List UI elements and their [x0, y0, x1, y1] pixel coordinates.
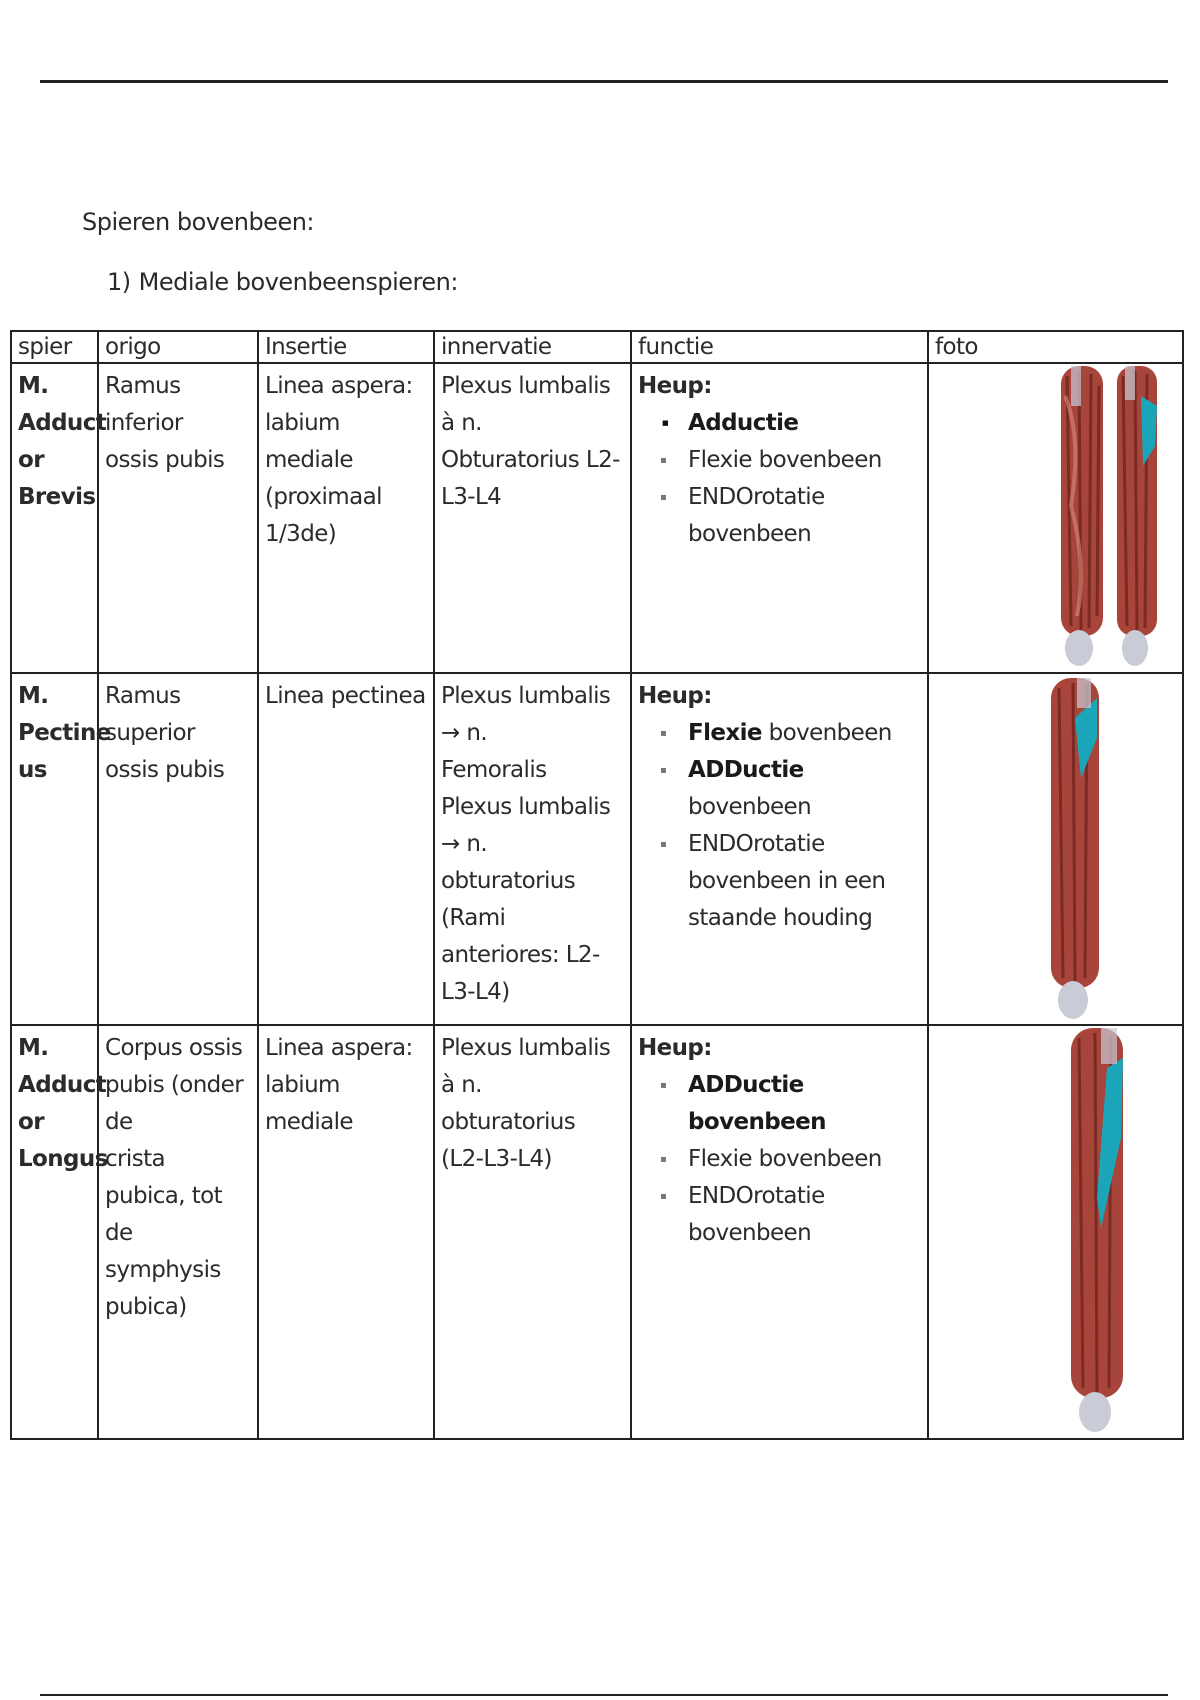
- col-header-foto: foto: [928, 331, 1183, 363]
- table-header-row: [11, 331, 1183, 363]
- innervatie-cell: Plexus lumbalis → n. Femoralis Plexus lumbalis → n. obturatorius (Rami anteriores: L2- L3-L4): [434, 673, 631, 1025]
- muscle-table: [10, 330, 1184, 1440]
- col-header-spier: spier: [11, 331, 98, 363]
- origo-cell: Ramus superior ossis pubis: [98, 673, 258, 1025]
- photo-cell: [928, 363, 1183, 673]
- page-heading: Spieren bovenbeen:: [82, 208, 315, 236]
- list-item: ▪ ENDOrotatie bovenbeen: [656, 479, 921, 553]
- function-list: [638, 405, 921, 553]
- table-row: [11, 673, 1183, 1025]
- col-header-insertie: Insertie: [258, 331, 434, 363]
- function-list: [638, 1067, 921, 1252]
- col-header-innervatie: innervatie: [434, 331, 631, 363]
- innervatie-cell: Plexus lumbalis à n. obturatorius (L2-L3-L4): [434, 1025, 631, 1439]
- function-title: Heup:: [638, 373, 712, 399]
- list-item: ▪ ADDuctie bovenbeen: [656, 752, 921, 826]
- muscle-name: M. Pectine us: [11, 673, 98, 1025]
- list-item: ▪ Flexie bovenbeen: [656, 1141, 921, 1178]
- function-title: Heup:: [638, 683, 712, 709]
- list-item: ▪ ENDOrotatie bovenbeen in een staande houding: [656, 826, 921, 937]
- thigh-muscle-highlight-image: [1047, 678, 1103, 1022]
- list-item: ■ Adductie: [656, 405, 921, 442]
- list-item: ▪ ADDuctie bovenbeen: [656, 1067, 921, 1141]
- function-title: Heup:: [638, 1035, 712, 1061]
- photo-cell: [928, 1025, 1183, 1439]
- functie-cell: [631, 673, 928, 1025]
- list-item: ▪ ENDOrotatie bovenbeen: [656, 1178, 921, 1252]
- functie-cell: [631, 363, 928, 673]
- thigh-muscle-image: [1057, 366, 1107, 670]
- col-header-origo: origo: [98, 331, 258, 363]
- table-row: [11, 363, 1183, 673]
- col-header-functie: functie: [631, 331, 928, 363]
- photo-cell: [928, 673, 1183, 1025]
- origo-cell: Corpus ossis pubis (onder de crista pubica, tot de symphysis pubica): [98, 1025, 258, 1439]
- muscle-name: M. Adduct or Longus: [11, 1025, 98, 1439]
- function-list: [638, 715, 921, 937]
- table-row: [11, 1025, 1183, 1439]
- functie-cell: [631, 1025, 928, 1439]
- insertie-cell: Linea pectinea: [258, 673, 434, 1025]
- innervatie-cell: Plexus lumbalis à n. Obturatorius L2-L3-L4: [434, 363, 631, 673]
- header-rule: [40, 80, 1168, 83]
- section-heading: [107, 268, 458, 296]
- footer-rule: [40, 1694, 1168, 1696]
- muscle-name: M. Adduct or Brevis: [11, 363, 98, 673]
- insertie-cell: Linea aspera: labium mediale: [258, 1025, 434, 1439]
- insertie-cell: Linea aspera: labium mediale (proximaal 1/3de): [258, 363, 434, 673]
- list-item: ▪ Flexie bovenbeen: [656, 442, 921, 479]
- section-title: Mediale bovenbeenspieren:: [138, 268, 458, 296]
- thigh-muscle-highlight-image: [1067, 1028, 1127, 1434]
- origo-cell: Ramus inferior ossis pubis: [98, 363, 258, 673]
- list-item: ▪ Flexie bovenbeen: [656, 715, 921, 752]
- thigh-muscle-highlight-image: [1115, 366, 1159, 670]
- section-number: 1): [107, 268, 131, 296]
